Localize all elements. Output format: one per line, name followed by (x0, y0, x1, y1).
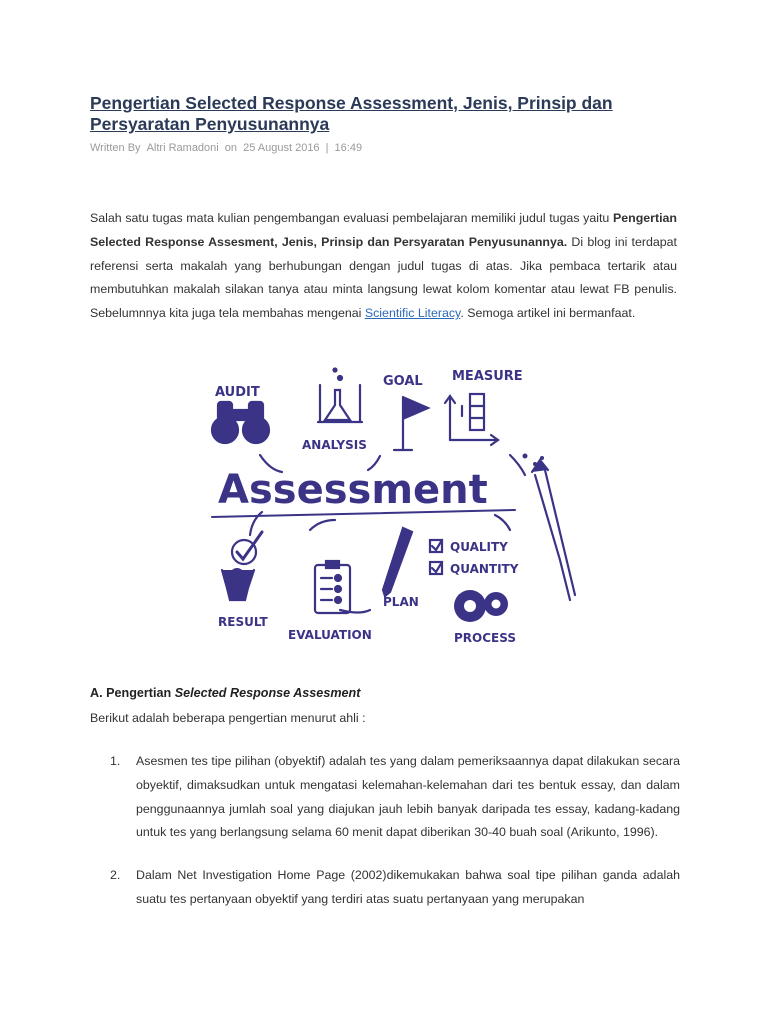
assessment-illustration (190, 360, 580, 655)
intro-bold-title: Pengertian Selected Response Assesment, Jenis, Prinsip dan Persyaratan Penyusunannya. (90, 211, 678, 249)
binoculars-icon (212, 402, 269, 443)
byline-prefix: Written By (90, 142, 144, 154)
label-measure: MEASURE (452, 369, 523, 384)
article-title[interactable]: Pengertian Selected Response Assessment, Jenis, Prinsip dan Persyaratan Penyusunannya (90, 93, 613, 134)
label-assessment: Assessment (218, 467, 488, 513)
byline-separator: | (325, 142, 332, 154)
list-item-number: 1. (110, 754, 121, 768)
label-evaluation: EVALUATION (288, 628, 372, 642)
label-plan: PLAN (383, 595, 419, 609)
byline-time: 16:49 (334, 142, 363, 154)
pencils-icon (532, 460, 575, 600)
measure-chart-icon (445, 394, 498, 445)
list-item-text: Dalam Net Investigation Home Page (2002)dikemukakan bahwa soal tipe pilihan ganda adalah suatu tes pertanyaan obyektif yang terdiri atas suatu pertanyaan yang merupakan (136, 868, 680, 906)
byline-date: 25 August 2016 (243, 142, 323, 154)
scientific-literacy-link[interactable]: Scientific Literacy (364, 306, 461, 321)
label-process: PROCESS (454, 631, 516, 645)
article-byline (90, 142, 365, 154)
person-result-icon (222, 568, 254, 600)
pen-icon (383, 528, 412, 596)
label-quality: QUALITY (450, 540, 508, 554)
intro-text-3: . Semoga artikel ini bermanfaat. (460, 306, 636, 321)
list-item (90, 864, 680, 912)
quantity-checkbox-icon (430, 562, 442, 574)
definition-list (90, 750, 680, 931)
clipboard-icon (315, 561, 350, 613)
section-a-italic: Selected Response Assesment (174, 686, 361, 700)
goal-flag-icon (394, 397, 428, 450)
intro-text-1: Salah satu tugas mata kulian pengembangan evaluasi pembelajaran memiliki judul tugas yaitu (90, 211, 610, 225)
list-item (90, 750, 680, 845)
list-item-text: Asesmen tes tipe pilihan (obyektif) adalah tes yang dalam pemeriksaannya dapat dilakukan secara obyektif, dimaksudkan untuk mengatasi kelemahan-kelemahan dari tes bentuk essay, dan dalam penggunaannya jumlah soal yang diajukan jauh lebih banyak daripada tes essay, kadang-kadang untuk tes yang berlangsung selama 60 menit dapat diberikan 30-40 buah soal (Arikunto, 1996). (136, 754, 680, 840)
byline-author: Altri Ramadoni (146, 142, 222, 154)
flask-icon (318, 369, 362, 423)
label-quantity: QUANTITY (450, 562, 519, 576)
label-analysis: ANALYSIS (302, 438, 367, 452)
quality-checkbox-icon (430, 540, 442, 552)
intro-text-2: Di blog ini terdapat referensi serta makalah yang berhubungan dengan judul tugas di atas. Jika pembaca tertarik atau membutuhkan makalah silakan tanya atau minta langsung lewat kolom komentar atau lewat FB penulis. Sebelumnnya kita juga tela membahas mengenai (90, 234, 677, 321)
section-a-prefix: A. Pengertian (90, 686, 172, 700)
section-a-heading (90, 686, 360, 700)
intro-paragraph (90, 207, 677, 326)
byline-on: on (224, 142, 241, 154)
list-item-number: 2. (110, 868, 121, 883)
check-circle-icon (232, 532, 262, 564)
section-a-intro: Berikut adalah beberapa pengertian menurut ahli : (90, 711, 366, 725)
label-result: RESULT (218, 615, 268, 629)
gears-icon (454, 590, 508, 622)
label-audit: AUDIT (215, 385, 260, 400)
label-goal: GOAL (383, 374, 423, 389)
